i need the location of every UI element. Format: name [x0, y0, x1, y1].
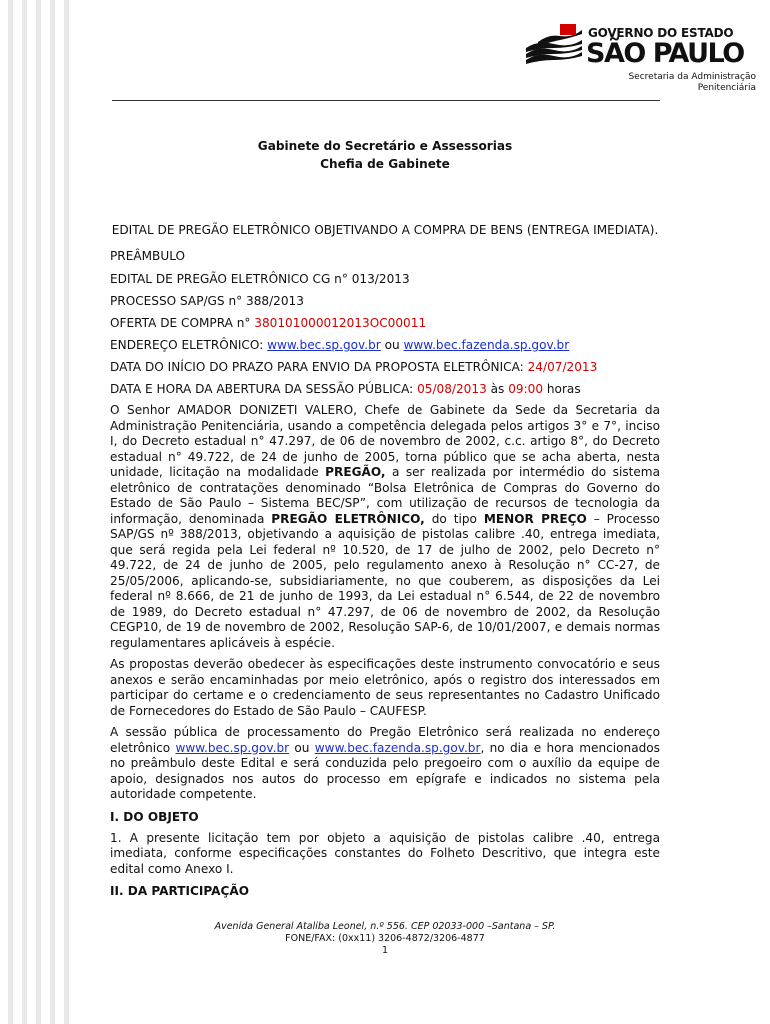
oferta-line — [110, 315, 660, 331]
logo-line2: SÃO PAULO — [586, 38, 744, 69]
header-divider — [112, 100, 660, 101]
oferta-label: OFERTA DE COMPRA n° — [110, 316, 255, 330]
endereco-label: ENDEREÇO ELETRÔNICO: — [110, 338, 268, 352]
paragraph-intro — [110, 403, 660, 651]
bec-fazenda-link[interactable]: www.bec.fazenda.sp.gov.br — [403, 338, 570, 352]
intro-text-2: a ser realizada por intermédio do sistema eletrônico de contratações denominado “Bolsa Eletrônica de Compras do Governo do Estado de São Paulo – Sistema BEC/SP”, com utilização de recursos de tecnologia da informação, denominada — [110, 465, 660, 526]
inicio-date: 24/07/2013 — [527, 360, 598, 374]
sessao-bec-link[interactable]: www.bec.sp.gov.br — [175, 740, 290, 755]
section-participacao-title: II. DA PARTICIPAÇÃO — [110, 884, 250, 898]
intro-text-3: do tipo — [424, 511, 484, 526]
flag-watermark — [0, 0, 120, 1024]
endereco-ou: ou — [380, 338, 404, 352]
abertura-date: 05/08/2013 — [417, 382, 487, 396]
section-objeto-title: I. DO OBJETO — [110, 809, 199, 824]
paragraph-sessao — [110, 725, 660, 803]
sessao-text-1: A sessão pública de processamento do Pregão Eletrônico será realizada no endereço eletrônico — [110, 725, 660, 755]
processo-number: PROCESSO SAP/GS n° 388/2013 — [110, 294, 304, 308]
footer-address: Avenida General Ataliba Leonel, n.º 556. CEP 02033-000 –Santana – SP. — [214, 921, 556, 932]
intro-bold-menor-preco: MENOR PREÇO — [483, 511, 587, 526]
section-objeto-text: 1. A presente licitação tem por objeto a aquisição de pistolas calibre .40, entrega imediata, conforme especificações constantes do Folheto Descritivo, que integra este edital como Anexo I. — [110, 830, 660, 876]
abertura-as: às — [486, 382, 509, 396]
sao-paulo-flag-icon — [524, 22, 584, 66]
abertura-time: 09:00 — [508, 382, 544, 396]
sessao-text-2: , no dia e hora mencionados no preâmbulo deste Edital e será conduzida pelo pregoeiro com o auxílio da equipe de apoio, designados nos autos do processo em epígrafe e indicados no sistema pela autoridade competente. — [110, 740, 660, 801]
inicio-label: DATA DO INÍCIO DO PRAZO PARA ENVIO DA PROPOSTA ELETRÔNICA: — [110, 360, 528, 374]
abertura-horas: horas — [543, 382, 581, 396]
oferta-value: 380101000012013OC00011 — [254, 316, 427, 330]
intro-text-1: O Senhor AMADOR DONIZETI VALERO, Chefe de Gabinete da Sede da Secretaria da Administração Penitenciária, usando a competência delegada pelos artigos 3° e 7°, inciso I, do Decreto estadual n° 47.297, de 06 de novembro de 2002, c.c. artigo 8°, do Decreto estadual n° 49.722, de 24 de junho de 2005, torna público que se acha aberta, nesta unidade, licitação na modalidade — [110, 403, 660, 479]
paragraph-propostas: As propostas deverão obedecer às especificações deste instrumento convocatório e seus anexos e serão encaminhadas por meio eletrônico, após o registro dos interessados em participar do certame e o credenciamento de seus representantes no Cadastro Unificado de Fornecedores do Estado de São Paulo – CAUFESP. — [110, 657, 660, 718]
government-logo — [524, 18, 760, 96]
abertura-label: DATA E HORA DA ABERTURA DA SESSÃO PÚBLICA: — [110, 382, 418, 396]
sessao-ou: ou — [289, 740, 315, 755]
intro-text-4: – Processo SAP/GS nº 388/2013, objetivando a aquisição de pistolas calibre .40, entrega imediata, que será regida pela Lei federal nº 10.520, de 17 de julho de 2002, pelo Decreto n° 49.722, de 24 de junho de 2005, pelo regulamento anexo à Resolução n° CC-27, de 25/05/2006, aplicando-se, subsidiariamente, no que couberem, as disposições da Lei federal nº 8.666, de 21 de junho de 1993, da Lei estadual n° 6.544, de 22 de novembro de 1989, do Decreto estadual n° 47.297, de 06 de novembro de 2002, da Resolução CEGP10, de 19 de novembro de 2002, Resolução SAP-6, de 10/01/2007, e demais normas regulamentares aplicáveis à espécie. — [110, 511, 660, 650]
dept-subtitle: Chefia de Gabinete — [320, 157, 450, 171]
page-number: 1 — [381, 945, 389, 956]
intro-bold-pregao: PREGÃO, — [325, 465, 386, 479]
document-body — [110, 138, 660, 899]
logo-sub2: Penitenciária — [697, 83, 756, 93]
logo-sub1: Secretaria da Administração — [628, 72, 756, 82]
footer-phone: FONE/FAX: (0xx11) 3206-4872/3206-4877 — [285, 933, 485, 944]
abertura-line — [110, 381, 660, 397]
edital-title: EDITAL DE PREGÃO ELETRÔNICO OBJETIVANDO A COMPRA DE BENS (ENTREGA IMEDIATA). — [111, 223, 659, 237]
page-footer — [110, 921, 660, 957]
preamble-label: PREÂMBULO — [110, 249, 186, 263]
endereco-line — [110, 337, 660, 353]
bec-link[interactable]: www.bec.sp.gov.br — [267, 338, 381, 352]
intro-bold-pregao-eletronico: PREGÃO ELETRÔNICO, — [271, 511, 425, 526]
dept-title: Gabinete do Secretário e Assessorias — [257, 139, 513, 153]
logo-line1: GOVERNO DO ESTADO — [588, 26, 734, 40]
edital-number: EDITAL DE PREGÃO ELETRÔNICO CG n° 013/2013 — [110, 272, 410, 286]
sessao-bec-fazenda-link[interactable]: www.bec.fazenda.sp.gov.br — [314, 740, 481, 755]
inicio-line — [110, 359, 660, 375]
